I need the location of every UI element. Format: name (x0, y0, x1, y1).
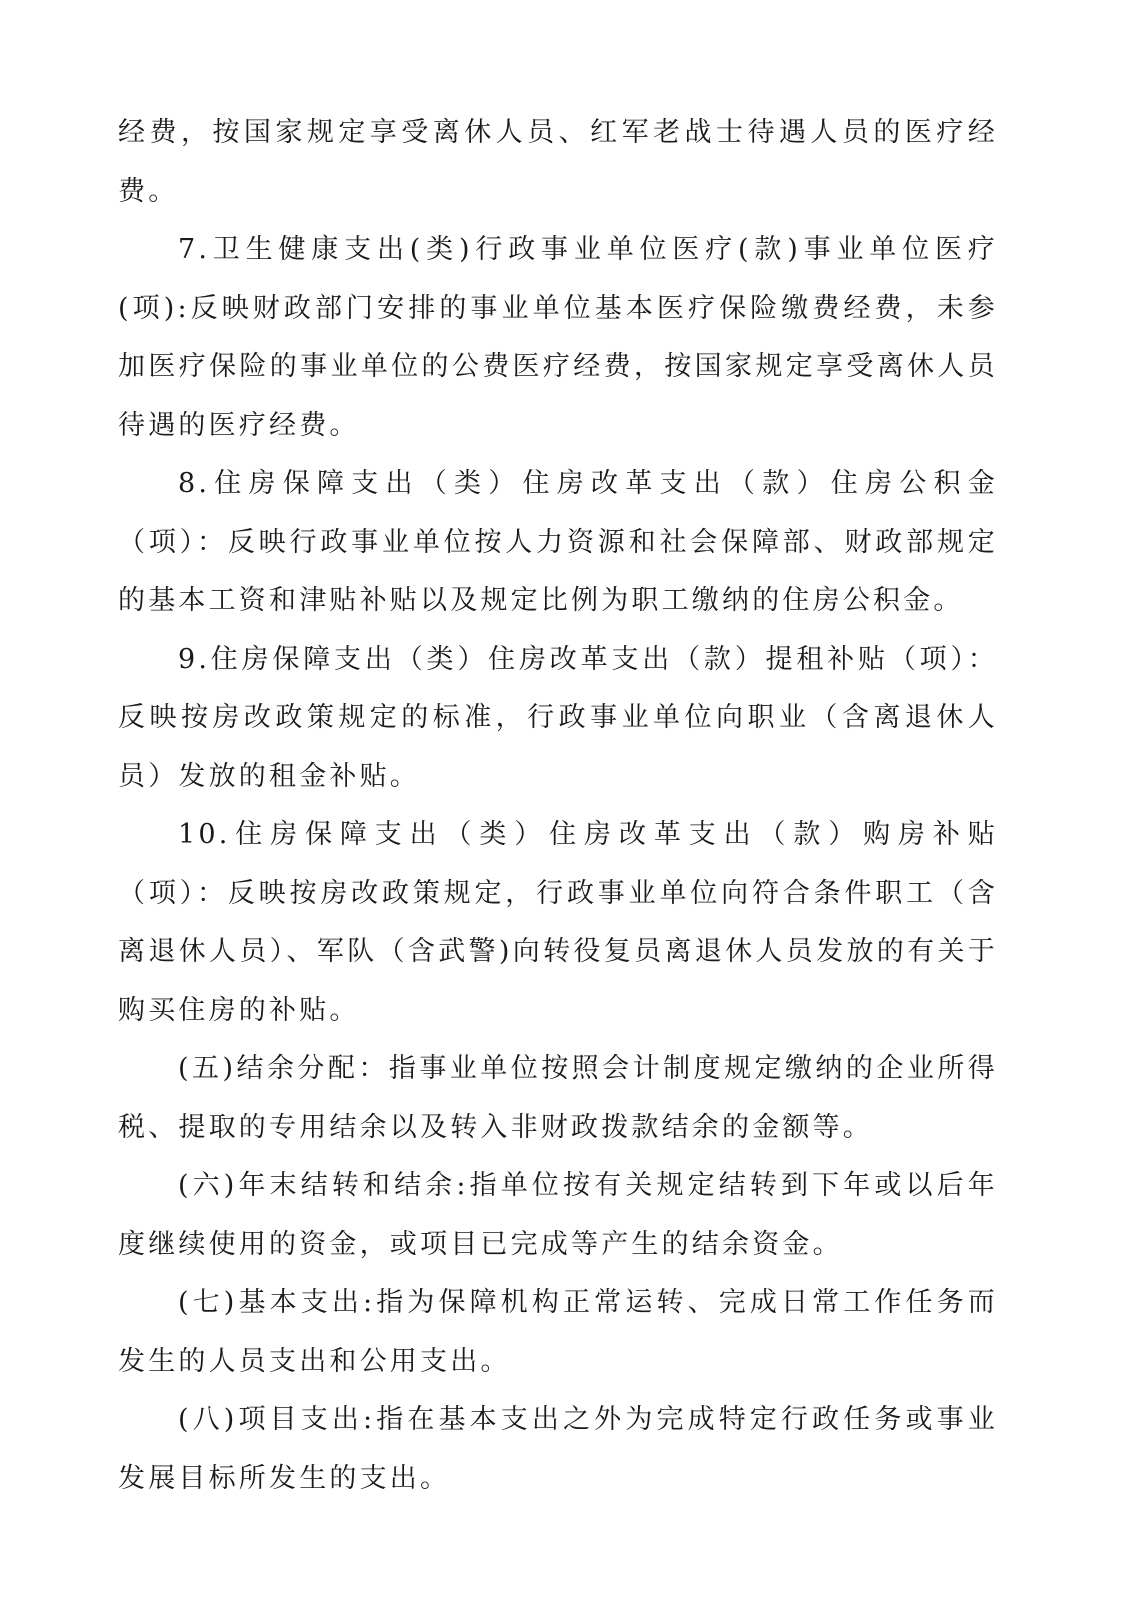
paragraph-item-8: 8.住房保障支出（类）住房改革支出（款）住房公积金（项）：反映行政事业单位按人力资源和社会保障部、财政部规定的基本工资和津贴补贴以及规定比例为职工缴纳的住房公积金。 (118, 468, 998, 616)
paragraph-item-9: 9.住房保障支出（类）住房改革支出（款）提租补贴（项）：反映按房改政策规定的标准，行政事业单位向职业（含离退休人员）发放的租金补贴。 (118, 643, 998, 792)
paragraph-item-7: 7.卫生健康支出(类)行政事业单位医疗(款)事业单位医疗(项):反映财政部门安排的事业单位基本医疗保险缴费经费，未参加医疗保险的事业单位的公费医疗经费，按国家规定享受离休人员待遇的医疗经费。 (118, 234, 998, 441)
body-text (118, 104, 998, 1508)
paragraph-continuation: 经费，按国家规定享受离休人员、红军老战士待遇人员的医疗经费。 (118, 117, 998, 207)
paragraph-section-7: (七)基本支出:指为保障机构正常运转、完成日常工作任务而发生的人员支出和公用支出。 (118, 1287, 998, 1377)
paragraph-item-10: 10.住房保障支出（类）住房改革支出（款）购房补贴（项）：反映按房改政策规定，行政事业单位向符合条件职工（含离退休人员）、军队（含武警)向转役复员离退休人员发放的有关于购买住房的补贴。 (118, 819, 998, 1026)
paragraph-section-5: (五)结余分配：指事业单位按照会计制度规定缴纳的企业所得税、提取的专用结余以及转入非财政拨款结余的金额等。 (118, 1053, 998, 1143)
paragraph-section-8: (八)项目支出:指在基本支出之外为完成特定行政任务或事业发展目标所发生的支出。 (118, 1404, 998, 1494)
paragraph-section-6: (六)年末结转和结余:指单位按有关规定结转到下年或以后年度继续使用的资金，或项目已完成等产生的结余资金。 (118, 1170, 998, 1260)
